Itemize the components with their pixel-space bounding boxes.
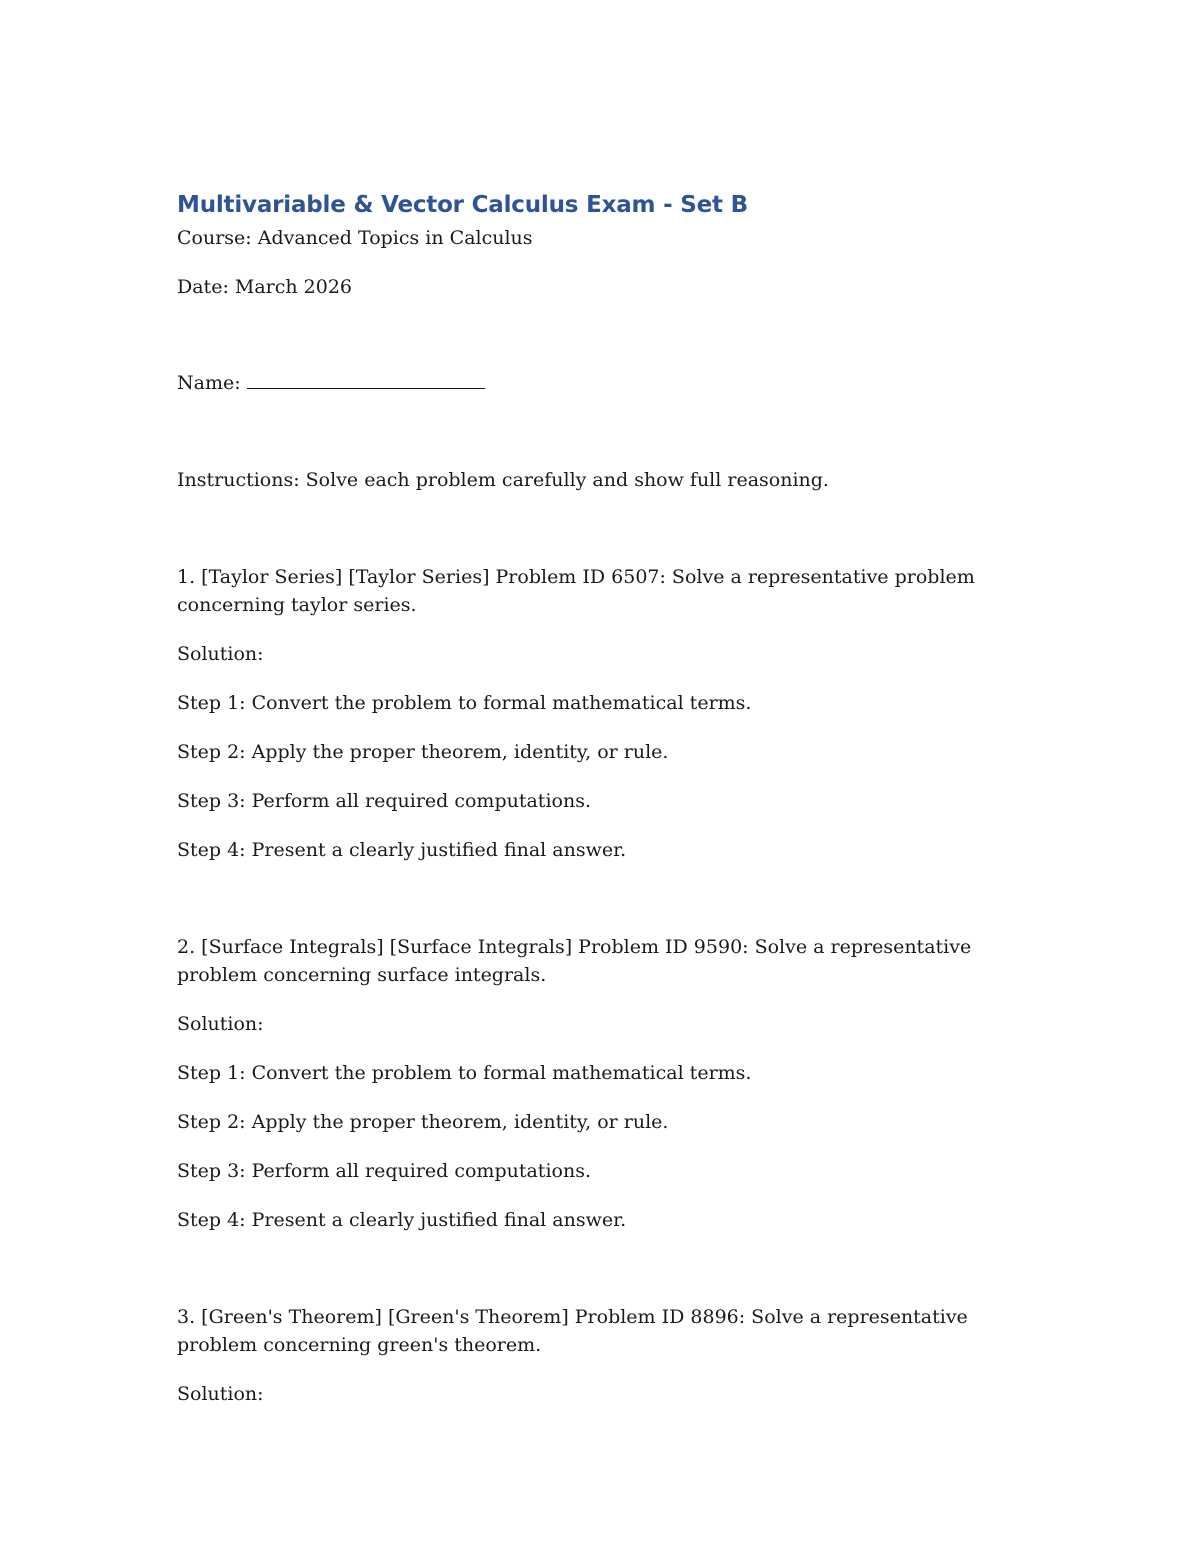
name-row [177,369,1027,397]
solution-step: Step 1: Convert the problem to formal mathematical terms. [177,692,752,714]
problem-statement: 2. [Surface Integrals] [Surface Integrals] Problem ID 9590: Solve a representative problem concerning surface integrals. [177,936,972,986]
solution-step: Step 4: Present a clearly justified final answer. [177,1209,627,1231]
name-label: Name: [177,372,241,394]
problem-statement: 1. [Taylor Series] [Taylor Series] Problem ID 6507: Solve a representative problem concerning taylor series. [177,566,975,616]
problem-2 [177,933,1027,1234]
solution-step: Step 3: Perform all required computations. [177,1160,591,1182]
solution-step: Step 3: Perform all required computations. [177,790,591,812]
name-blank-line [247,370,485,389]
problem-1 [177,563,1027,864]
solution-step: Step 2: Apply the proper theorem, identity, or rule. [177,741,669,763]
problem-statement: 3. [Green's Theorem] [Green's Theorem] Problem ID 8896: Solve a representative problem concerning green's theorem. [177,1306,968,1356]
solution-label: Solution: [177,1013,264,1035]
date-line: Date: March 2026 [177,276,353,298]
solution-step: Step 2: Apply the proper theorem, identity, or rule. [177,1111,669,1133]
solution-label: Solution: [177,643,264,665]
solution-step: Step 4: Present a clearly justified final answer. [177,839,627,861]
solution-step: Step 1: Convert the problem to formal mathematical terms. [177,1062,752,1084]
exam-title: Multivariable & Vector Calculus Exam - Set B [177,192,748,218]
problem-3 [177,1303,1027,1408]
solution-label: Solution: [177,1383,264,1405]
course-line: Course: Advanced Topics in Calculus [177,227,533,249]
instructions: Instructions: Solve each problem carefully and show full reasoning. [177,469,829,491]
document-body [177,189,1027,1429]
